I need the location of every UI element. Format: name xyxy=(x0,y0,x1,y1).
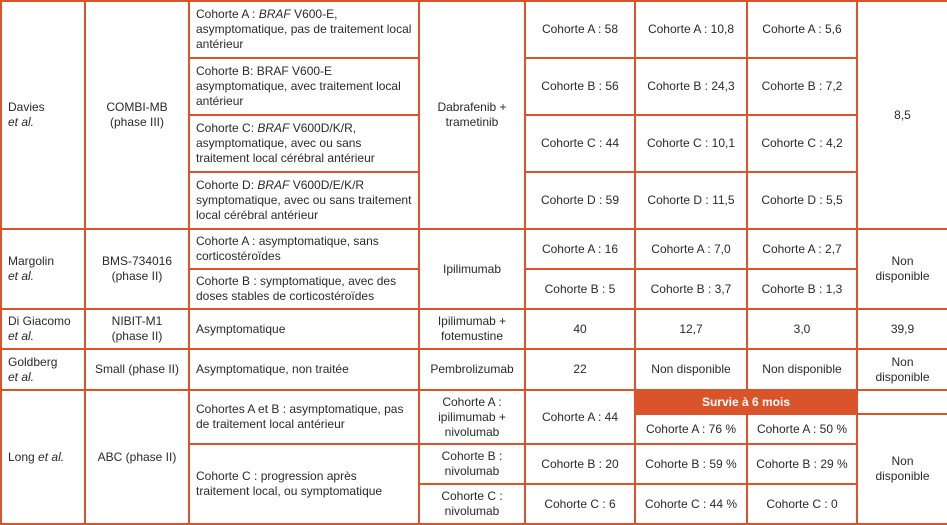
population-cell: Cohorte A : asymptomatique, sans corticostéroïdes xyxy=(189,229,419,269)
months-cell: Cohorte C : 0 xyxy=(747,484,857,524)
percent-cell: Cohorte A : 76 % xyxy=(635,414,747,444)
percent-cell: Cohorte B : 3,7 xyxy=(635,269,747,309)
months-cell: Cohorte B : 29 % xyxy=(747,444,857,484)
treatment-cell: Cohorte A : ipilimumab + nivolumab xyxy=(419,390,525,444)
percent-cell: Cohorte D : 11,5 xyxy=(635,172,747,229)
table-row xyxy=(1,1,947,58)
population-cell: Cohorte C: BRAF V600D/K/R, asymptomatique, avec ou sans traitement local cérébral antérieur xyxy=(189,115,419,172)
months-cell: Cohorte A : 2,7 xyxy=(747,229,857,269)
months-cell: Cohorte D : 5,5 xyxy=(747,172,857,229)
n-cell: 40 xyxy=(525,309,635,349)
months-cell: Cohorte B : 1,3 xyxy=(747,269,857,309)
table-row xyxy=(1,349,947,390)
n-cell: Cohorte A : 58 xyxy=(525,1,635,58)
percent-cell: Cohorte B : 24,3 xyxy=(635,58,747,115)
population-cell: Cohorte A : BRAF V600-E, asymptomatique, pas de traitement local antérieur xyxy=(189,1,419,58)
author-cell: Margolin et al. xyxy=(1,229,85,309)
study-cell: Small (phase II) xyxy=(85,349,189,390)
percent-cell: Cohorte A : 10,8 xyxy=(635,1,747,58)
population-cell: Cohortes A et B : asymptomatique, pas de traitement local antérieur xyxy=(189,390,419,444)
last-cell: Non disponible xyxy=(857,229,947,309)
months-cell: Cohorte B : 7,2 xyxy=(747,58,857,115)
study-cell: COMBI-MB (phase III) xyxy=(85,1,189,229)
n-cell: Cohorte A : 44 xyxy=(525,390,635,444)
percent-cell: Cohorte C : 44 % xyxy=(635,484,747,524)
last-cell: Non disponible xyxy=(857,414,947,524)
months-cell: Cohorte A : 50 % xyxy=(747,414,857,444)
n-cell: Cohorte B : 5 xyxy=(525,269,635,309)
last-cell: 39,9 xyxy=(857,309,947,349)
treatment-cell: Cohorte B : nivolumab xyxy=(419,444,525,484)
months-cell: Non disponible xyxy=(747,349,857,390)
n-cell: Cohorte C : 44 xyxy=(525,115,635,172)
author-cell: Di Giacomo et al. xyxy=(1,309,85,349)
last-cell: Non disponible xyxy=(857,349,947,390)
n-cell: 22 xyxy=(525,349,635,390)
percent-cell: 12,7 xyxy=(635,309,747,349)
study-cell: ABC (phase II) xyxy=(85,390,189,524)
treatment-cell: Pembrolizumab xyxy=(419,349,525,390)
last-cell: 8,5 xyxy=(857,1,947,229)
n-cell: Cohorte C : 6 xyxy=(525,484,635,524)
months-cell: 3,0 xyxy=(747,309,857,349)
treatment-cell: Cohorte C : nivolumab xyxy=(419,484,525,524)
table-row xyxy=(1,390,947,414)
study-cell: BMS-734016 (phase II) xyxy=(85,229,189,309)
study-cell: NIBIT-M1 (phase II) xyxy=(85,309,189,349)
n-cell: Cohorte A : 16 xyxy=(525,229,635,269)
months-cell: Cohorte A : 5,6 xyxy=(747,1,857,58)
percent-cell: Cohorte B : 59 % xyxy=(635,444,747,484)
treatment-cell: Dabrafenib + trametinib xyxy=(419,1,525,229)
author-cell: Davies et al. xyxy=(1,1,85,229)
author-cell: Long et al. xyxy=(1,390,85,524)
n-cell: Cohorte D : 59 xyxy=(525,172,635,229)
treatment-cell: Ipilimumab + fotemustine xyxy=(419,309,525,349)
population-cell: Cohorte B : symptomatique, avec des doses stables de corticostéroïdes xyxy=(189,269,419,309)
population-cell: Cohorte B: BRAF V600-E asymptomatique, avec traitement local antérieur xyxy=(189,58,419,115)
population-cell: Cohorte C : progression après traitement local, ou symptomatique xyxy=(189,444,419,524)
author-cell: Goldberg et al. xyxy=(1,349,85,390)
percent-cell: Non disponible xyxy=(635,349,747,390)
empty-cell xyxy=(857,390,947,414)
months-cell: Cohorte C : 4,2 xyxy=(747,115,857,172)
n-cell: Cohorte B : 20 xyxy=(525,444,635,484)
population-cell: Asymptomatique xyxy=(189,309,419,349)
percent-cell: Cohorte A : 7,0 xyxy=(635,229,747,269)
n-cell: Cohorte B : 56 xyxy=(525,58,635,115)
survival-header: Survie à 6 mois xyxy=(635,390,857,414)
population-cell: Cohorte D: BRAF V600D/E/K/R symptomatique, avec ou sans traitement local cérébral antérieur xyxy=(189,172,419,229)
table-row xyxy=(1,309,947,349)
treatment-cell: Ipilimumab xyxy=(419,229,525,309)
percent-cell: Cohorte C : 10,1 xyxy=(635,115,747,172)
population-cell: Asymptomatique, non traitée xyxy=(189,349,419,390)
table-row xyxy=(1,229,947,269)
